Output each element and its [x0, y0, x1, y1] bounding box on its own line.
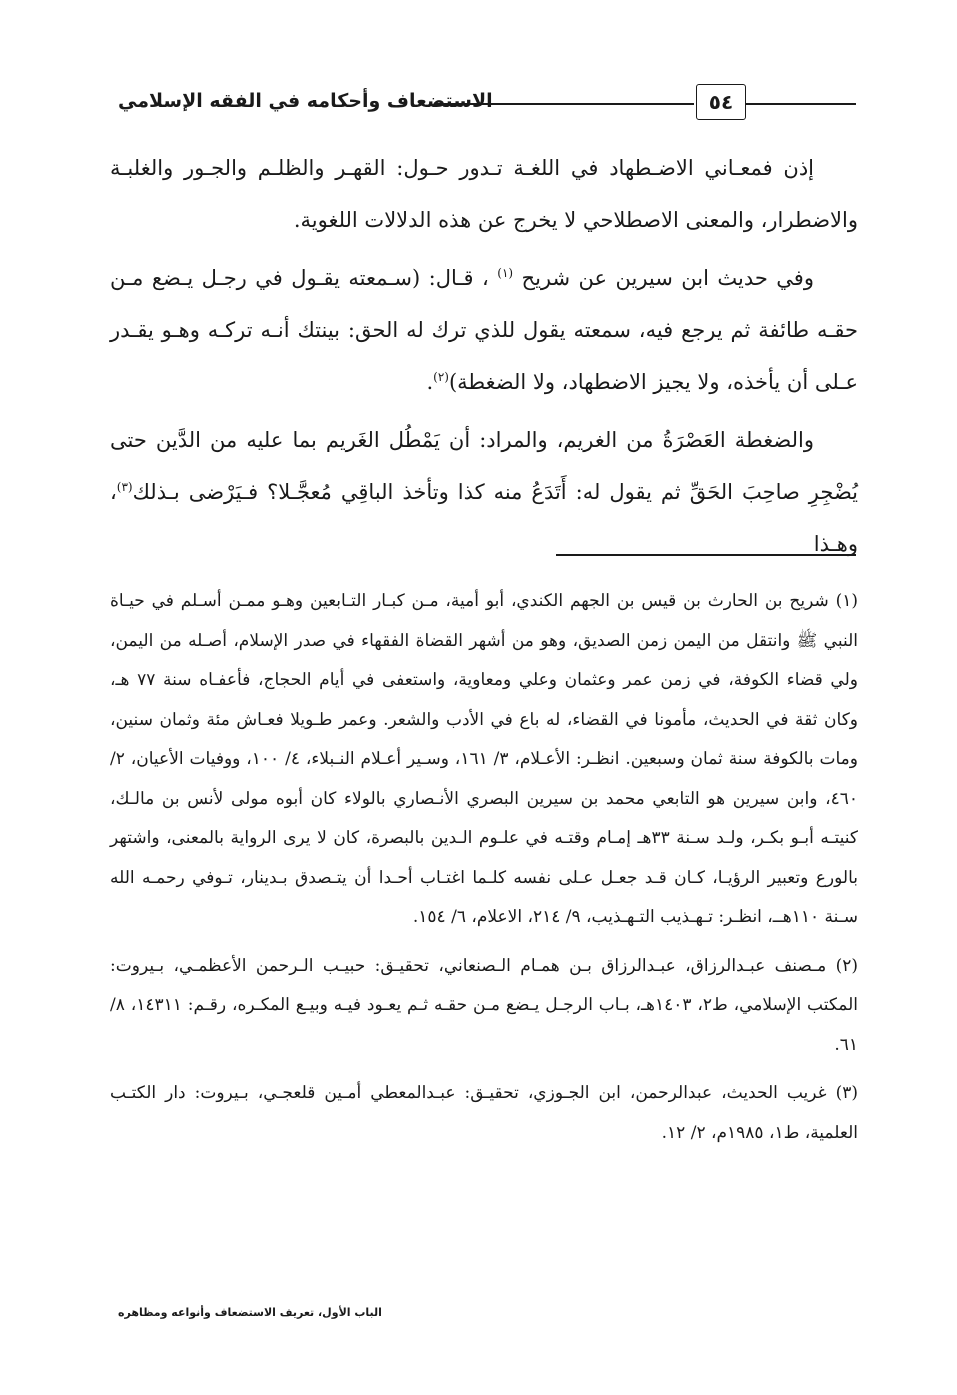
paragraph-1: [110, 142, 858, 246]
paragraph-2-end: .: [426, 370, 434, 394]
footnotes: [110, 582, 858, 1153]
footnote-3-marker: (٣): [835, 1083, 858, 1103]
page-header: [118, 84, 855, 124]
paragraph-2-after: ، قـال: (سـمعته يقـول في رجـل يـضع مـن حقـه طائفة ثم يرجع فيه، سمعته يقول للذي ترك له الحق: بينتك أنـه تركـه وهـو يقـدر عـلى أن يأخذه، ولا يجيز الاضطهاد، ولا الضغطة): [110, 266, 858, 394]
footnote-1-marker: (١): [835, 591, 859, 611]
footnote-2: [110, 947, 858, 1066]
header-rule-right: [746, 103, 856, 105]
footnote-3-text: غريب الحديث، عبدالرحمن، ابن الجـوزي، تحقيـق: عبـدالمعطي أمـين قلعجـي، بـيروت: دار الكتـب العلمية، ط١، ١٩٨٥م، ٢/ ١٢.: [110, 1083, 858, 1143]
paragraph-1-text: إذن فمعـاني الاضـطهاد في اللغـة تـدور حـول: القهـر والظلـم والجـور والغلبـة والاضطرار، والمعنى الاصطلاحي لا يخرج عن هذه الدلالات اللغوية.: [110, 156, 858, 232]
footnote-ref-3[interactable]: (٣): [116, 480, 133, 494]
paragraph-3-before: والضغطة العَصْرَةُ من الغريم، والمراد: أن يَمْطُل الغَريم بما عليه من الدَّين حتى يُضْجِرِ صاحِبَ الحَقِّ ثم يقول له: أَتَدَعُ منه كذا وتأخذ الباقِي مُعجَّـلا؟ فـيَرْضى بـذلك: [110, 428, 858, 504]
footnote-3: [110, 1074, 858, 1153]
footnote-2-marker: (٢): [835, 955, 858, 976]
paragraph-2-before: وفي حديث ابن سيرين عن شريح: [521, 266, 814, 290]
footnote-ref-1[interactable]: (١): [497, 266, 514, 280]
footnote-1-text: شريح بن الحارث بن قيس بن الجهم الكندي، أبو أمية، مـن كبـار التـابعين وهـو ممـن أسـلم في حيـاة النبي ﷺ وانتقل من اليمن زمن الصديق، وهو من أشهر القضاة الفقهاء في صدر الإسلام، أصـله من اليمن، ولي قضاء الكوفة، في زمن عمر وعثمان وعلي ومعاوية، واستعفى في أيام الحجاج، فأعفـاه سنة ٧٧ هـ، وكان ثقة في الحديث، مأمونا في القضاء، له باع في الأدب والشعر. وعمر طـويلا فعـاش مئة وثمان سنين، ومات بالكوفة سنة ثمان وسبعين. انظـر: الأعـلام، ٣/ ١٦١، وسـير أعـلام النـبلاء، ٤/ ١٠٠، ووفيات الأعيان، ٢/ ٤٦٠، وابن سيرين هو التابعي محمد بن سيرين البصري الأنـصاري بالولاء كان أبوه مولى لأنس بن مالـك، كنيتـه أبـو بكـر، ولـد سـنة ٣٣هـ إمـام وقتـه في علـوم الـدين بالبصرة، كان لا يرى الرواية بالمعنى، واشتهر بالورع وتعبير الرؤيـا، كـان قـد جعـل عـلى نفسه كلـما اغتـاب أحـدا أن يتـصدق بـدينار، تـوفي رحمـه الله سـنة ١١٠هــ، انظـر: تـهـذيب التـهـذيب، ٩/ ٢١٤، الاعلام، ٦/ ١٥٤.: [110, 591, 858, 927]
paragraph-2: [110, 252, 858, 408]
header-running-title: الاستضعاف وأحكامه في الفقه الإسلامي: [118, 90, 493, 112]
footnote-2-text: مـصنف عبـدالرزاق، عبـدالرزاق بـن همـام الـصنعاني، تحقيـق: حبيـب الـرحمن الأعظمـي، بـيروت: المكتب الإسلامي، ط٢، ١٤٠٣هـ، بـاب الرجـل يـضع مـن حقـه ثـم يعـود فيـه وبيـع المكـره، رقـم: ١٤٣١١، ٨/ ٦١.: [110, 955, 859, 1055]
paragraph-3: [110, 414, 858, 570]
header-rule-left: [436, 103, 694, 105]
footnote-ref-2[interactable]: (٢): [433, 370, 449, 384]
main-text: [110, 142, 858, 570]
paragraph-3-after: ، وهـذا: [110, 480, 858, 556]
page-number: ٥٤: [696, 84, 746, 120]
footer-running-title: الباب الأول، تعريف الاستضعاف وأنواعه ومظاهره: [118, 1306, 382, 1319]
footnote-1: [110, 582, 858, 938]
footnote-separator: [556, 554, 856, 556]
